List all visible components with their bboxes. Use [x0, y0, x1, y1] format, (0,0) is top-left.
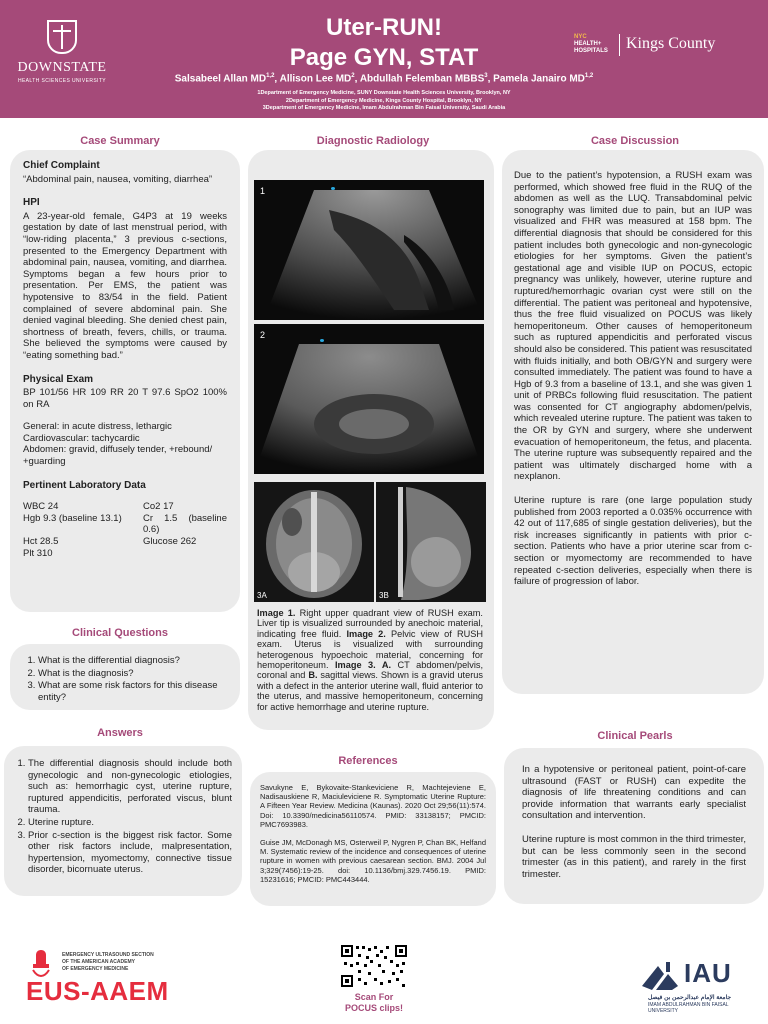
references-box [250, 772, 496, 906]
pearl-paragraph: Uterine rupture is most common in the third trimester, but can be less commonly seen in the second trimester (as in this patient), and rarely in the first trimester. [522, 833, 746, 880]
clinical-questions-box [10, 644, 240, 710]
lab-value: Glucose 262 [143, 536, 197, 548]
hpi-text: A 23-year-old female, G4P3 at 19 weeks gestation by date of last menstrual period, with “low-riding placenta,” 3 previous c-sections, presented to the Emergency Department with abdominal pain, nausea, vomiting, and diarrhea. Symptoms began a few hours prior to presentation. Per EMS, the patient was hypotensive to 83/54 in the field. Patient complained of severe abdominal pain. She denied vaginal bleeding. She denied chest pain, shortness of breath, fevers, chills, or trauma. She believed the symptoms were caused by “eating something bad.” [23, 210, 227, 361]
question-item: 3. What are some risk factors for this disease entity? [38, 680, 232, 703]
case-discussion-title: Case Discussion [590, 135, 680, 147]
image-3b-number: 3B [379, 591, 389, 600]
scan-line-2: POCUS clips! [344, 1003, 403, 1013]
clinical-pearls-title: Clinical Pearls [597, 730, 673, 742]
title-line-2: Page GYN, STAT [289, 44, 479, 71]
ct-coronal-graphic [254, 482, 374, 602]
caption-bold: Image 3. A. [335, 660, 392, 671]
iau-logo [634, 952, 754, 1012]
scan-line-1: Scan For [354, 992, 394, 1002]
radiology-caption [257, 608, 483, 712]
references-title: References [338, 755, 398, 767]
lab-value [143, 548, 227, 560]
exam-abdomen: Abdomen: gravid, diffusely tender, +rebound/ +guarding [23, 444, 213, 468]
labs-grid [23, 501, 227, 559]
shield-icon [47, 20, 77, 54]
clinical-questions-title: Clinical Questions [72, 627, 168, 639]
downstate-logo [14, 20, 110, 84]
caption-bold: B. [308, 670, 318, 681]
eus-aaem-logo [22, 948, 182, 1016]
answers-box [4, 746, 242, 896]
references-content [260, 783, 486, 884]
discussion-paragraph: Due to the patient’s hypotension, a RUSH exam was performed, which showed free fluid in the RUQ of the abdomen as well as the LUQ. Transabdominal pelvic sonography was limited due to pain, but an IUP was visualized and FHR was measured at 158 bpm. The differential diagnosis that should be considered for this patient includes both gynecologic and non-gynecologic etiologies for her symptoms. Given the patient’s gestational age and visible IUP on POCUS, ectopic pregnancy was unlikely, however, uterine rupture and ruptured/hemorrhagic ovarian cyst were still on the differential. The patient was peritoneal and hypotensive, thus the free fluid visualized on POCUS was likely hemoperitoneum. Other causes of hemoperitoneum such as ruptured appendicitis and perforated viscus should also be considered. This patient was resuscitated with fluids initially, and both OB/GYN and surgery were consulted immediately. The patient was found to have a Hgb of 9.3 from a baseline of 13.1, and she was given 1 unit of PRBCs following fluid resuscitation. The patient was consented for CT angiography abdomen/pelvis, which revealed uterine rupture. The patient was taken to the OR by GYN and surgery, where she underwent evacuation of hemoperitoneum, the fetus, and placenta. The uterine rupture was subsequently repaired and the patient was ultimately discharged home with a nexplanon. [514, 170, 752, 483]
kings-county-logo [574, 32, 754, 60]
iau-english-name: IMAM ABDULRAHMAN BIN FAISAL UNIVERSITY [648, 1002, 729, 1014]
answer-item: 2. Uterine rupture. [28, 817, 232, 829]
scan-caption [330, 992, 418, 1014]
affiliation-3: 3Department of Emergency Medicine, Imam Abdulrahman Bin Faisal University, Saudi Arabia [262, 105, 506, 111]
eus-aaem-name: EUS-AAEM [26, 976, 169, 1006]
vitals-text: BP 101/56 HR 109 RR 20 T 97.6 SpO2 100% on RA [23, 387, 227, 410]
physical-exam-heading: Physical Exam [23, 373, 94, 385]
downstate-logo-sub: HEALTH SCIENCES UNIVERSITY [17, 78, 107, 84]
downstate-logo-name: DOWNSTATE [17, 60, 107, 75]
labs-heading: Pertinent Laboratory Data [23, 479, 146, 491]
discussion-paragraph: Uterine rupture is rare (one large population study published from 2003 reported a 0.035% occurrence with 42 out of 117,685 of single gestation deliveries), but the risk increases significantly in patients with prior c-section. Patients who have a prior uterine scar from c-section or myomectomy are recommended to have repeated c-section deliveries, especially when there is failure of progression of labor. [514, 495, 752, 588]
ultrasound-image-1-graphic [254, 180, 484, 320]
clinical-pearls-box [504, 748, 764, 904]
radiology-title: Diagnostic Radiology [316, 135, 430, 147]
image-1-number: 1 [260, 186, 266, 196]
nyc-health-hospitals-logo: NYC HEALTH+ HOSPITALS [574, 34, 608, 54]
kings-county-name: Kings County [626, 35, 716, 52]
lab-value: Hgb 9.3 (baseline 13.1) [23, 512, 122, 524]
reference-item: Savukyne E, Bykovaite-Stankeviciene R, Machtejeviene E, Nadisauskiene R, Maciuleviciene R. Symptomatic Uterine Rupture: A Fifteen Year Review. Medicina (Kaunas). 2020 Oct 29;56(11):574. Doi: 10.3390/medicina56110574. PMID: 33138157; PMCID: PMC7693983. [260, 783, 486, 829]
orientation-marker-icon [331, 187, 335, 190]
pearl-paragraph: In a hypotensive or peritoneal patient, point-of-care ultrasound (FAST or RUSH) can expedite the diagnosis of life threatening conditions and can provide information that warrants early specialist consultation and intervention. [522, 764, 746, 822]
reference-item: Guise JM, McDonagh MS, Osterweil P, Nygren P, Chan BK, Helfand M. Systematic review of the incidence and consequences of uterine rupture in women with previous caesarean section. BMJ. 2004 Jul 3;329(7456):19-25. doi: 10.1136/bmj.329.7456.19. PMID: 15231616; PMCID: PMC443444. [260, 838, 486, 884]
caption-text: sagittal views. Shown is a gravid uterus with a defect in the anterior uterine wall, fluid anterior to the uterus, and massive hemoperitoneum, concerning for active hemorrhage and uterine rupture. [257, 670, 483, 712]
title-line-1: Uter-RUN! [326, 14, 442, 41]
case-summary-content [23, 160, 227, 559]
chief-complaint-text: “Abdominal pain, nausea, vomiting, diarrhea” [23, 173, 213, 185]
poster-header [0, 0, 768, 118]
lab-value: Cr 1.5 (baseline 0.6) [143, 512, 227, 536]
ct-sagittal-image [376, 482, 486, 602]
clinical-questions-list [18, 655, 232, 703]
eus-aaem-subtitle: EMERGENCY ULTRASOUND SECTION OF THE AMERICAN ACADEMY OF EMERGENCY MEDICINE [62, 952, 154, 972]
case-discussion-content [514, 170, 752, 588]
answers-list [8, 758, 232, 876]
exam-cardio: Cardiovascular: tachycardic [23, 432, 140, 444]
orientation-marker-icon [320, 339, 324, 342]
lab-value: WBC 24 [23, 501, 59, 513]
lab-value: Plt 310 [23, 547, 53, 559]
ct-coronal-image [254, 482, 374, 602]
poster-title [120, 0, 648, 72]
caption-text: Right upper quadrant view of RUSH exam. Liver tip is visualized surrounded by anechoic material, indicating free fluid. [257, 608, 483, 639]
affiliations [120, 90, 648, 113]
ct-sagittal-graphic [376, 482, 486, 602]
ultrasound-image-2-graphic [254, 324, 484, 474]
caption-bold: Image 1. [257, 608, 296, 618]
exam-general: General: in acute distress, lethargic [23, 421, 172, 433]
authors: Salsabeel Allan MD$^{1,2}$, Allison Lee $MD^2$, Abdullah Felemban MBBS$^3$, Pamela Janairo MD$^{1,2}$ [174, 73, 594, 85]
question-item: 2. What is the diagnosis? [38, 668, 232, 680]
case-discussion-box [502, 150, 764, 694]
answers-title: Answers [97, 727, 143, 739]
case-summary-title: Case Summary [80, 135, 160, 147]
chief-complaint-heading: Chief Complaint [23, 160, 100, 171]
caption-text: Pelvic view of RUSH exam. Uterus is visualized with surrounding heterogenous hypoechoic material, concerning for hemoperitoneum. [257, 628, 483, 671]
answer-item: 1. The differential diagnosis should include both gynecologic and non-gynecologic etiologies, such as: hemorrhagic cyst, uterine rupture, ruptured appendicitis, perforated viscus, blunt trauma. [28, 758, 232, 816]
iau-arabic-name: جامعة الإمام عبدالرحمن بن فيصل [648, 995, 732, 1001]
clinical-pearls-content [522, 764, 746, 880]
caption-text: CT abdomen/pelvis, coronal and [257, 660, 484, 681]
affiliation-1: 1Department of Emergency Medicine, SUNY Downstate Health Sciences University, Brooklyn, NY [257, 90, 511, 96]
image-2-number: 2 [260, 330, 266, 340]
qr-code-icon[interactable] [340, 944, 408, 988]
lab-value: Hct 28.5 [23, 536, 59, 548]
image-3a-number: 3A [257, 591, 267, 600]
case-summary-box [10, 150, 240, 612]
iau-name: IAU [684, 958, 732, 988]
lab-value: Co2 17 [143, 501, 174, 513]
ultrasound-image-2 [254, 324, 484, 474]
caption-bold: Image 2. [346, 628, 386, 639]
hpi-heading: HPI [23, 197, 40, 209]
iau-emblem-icon [638, 956, 682, 996]
logo-divider [619, 34, 620, 56]
ultrasound-image-1 [254, 180, 484, 320]
affiliation-2: 2Department of Emergency Medicine, Kings County Hospital, Brooklyn, NY [285, 97, 483, 104]
question-item: 1. What is the differential diagnosis? [38, 655, 232, 667]
answer-item: 3. Prior c-section is the biggest risk factor. Some other risk factors include, malpresentation, hypertension, myomectomy, connective tissue disorder, bicornuate uterus. [28, 830, 232, 876]
